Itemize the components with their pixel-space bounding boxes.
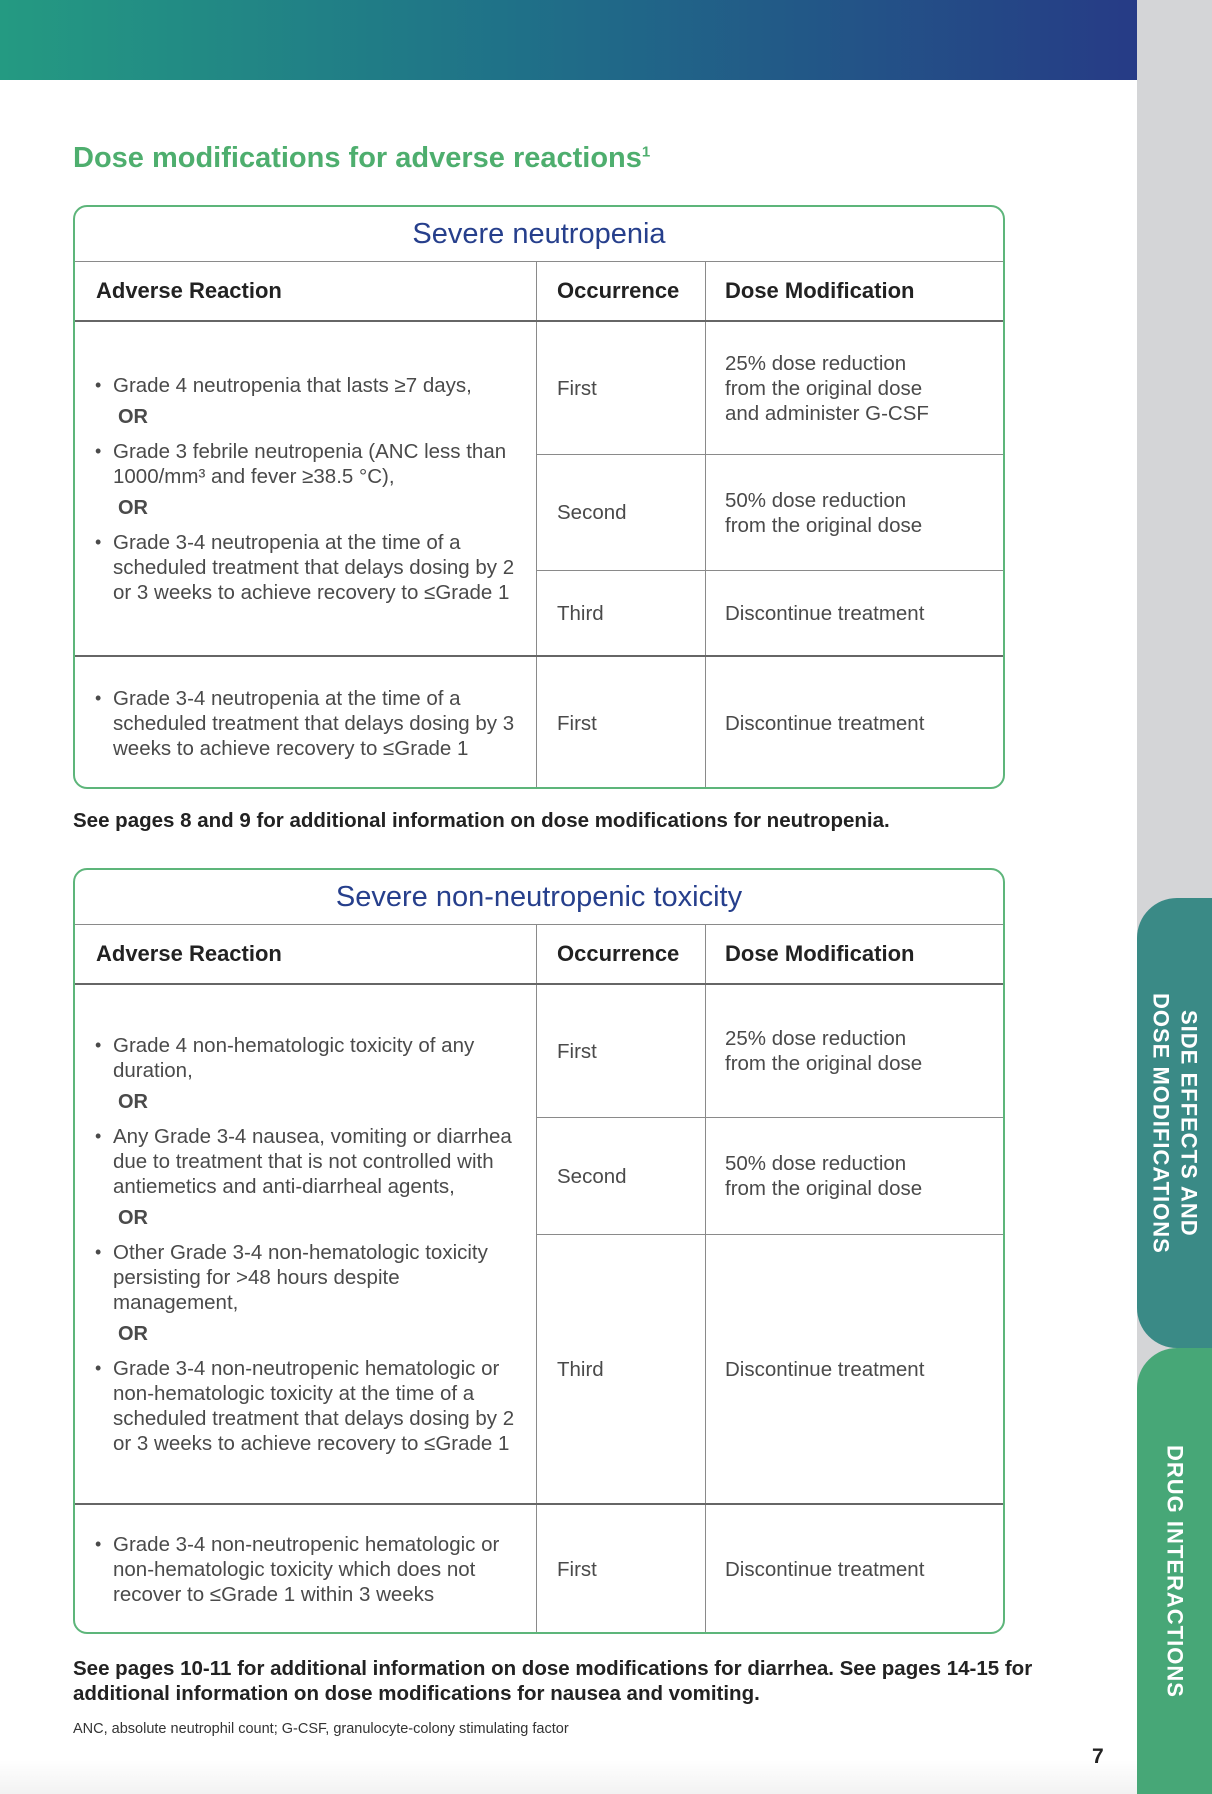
table-row xyxy=(537,571,1003,655)
header-adverse-reaction: Adverse Reaction xyxy=(75,262,537,320)
table-section xyxy=(75,1505,1003,1633)
diarrhea-nausea-note: See pages 10-11 for additional information on dose modifications for diarrhea. See pages 14-15 for additional information on dose modifications for nausea and vomiting. xyxy=(73,1657,1033,1705)
table-section xyxy=(75,657,1003,789)
header-occurrence: Occurrence xyxy=(537,262,706,320)
table-row xyxy=(537,1118,1003,1235)
dose-modification-cell: 50% dose reduction from the original dose xyxy=(725,1152,923,1200)
criteria-bullet: • Grade 3-4 non-neutropenic hematologic or non-hematologic toxicity at the time of a scheduled treatment that delays dosing by 2 or 3 weeks to achieve recovery to ≤Grade 1 xyxy=(93,1356,516,1456)
page-number: 7 xyxy=(1092,1745,1104,1768)
tab-side-effects[interactable] xyxy=(1137,898,1212,1348)
table-row xyxy=(537,1505,1003,1633)
non-neutropenic-table xyxy=(73,868,1005,1634)
criteria-bullet: • Grade 3-4 neutropenia at the time of a scheduled treatment that delays dosing by 2 or 3 weeks to achieve recovery to ≤Grade 1 xyxy=(93,530,516,605)
criteria-bullet: • Grade 4 neutropenia that lasts ≥7 days, xyxy=(93,373,516,398)
header-dose-modification: Dose Modification xyxy=(725,941,915,966)
occurrence-cell: Third xyxy=(537,571,706,655)
dose-modification-cell: Discontinue treatment xyxy=(725,712,925,735)
dose-modification-cell: Discontinue treatment xyxy=(725,601,925,625)
dose-modification-cell: 25% dose reduction from the original dose and administer G-CSF xyxy=(725,351,929,425)
table-section xyxy=(75,322,1003,657)
table-row xyxy=(537,985,1003,1118)
adverse-reaction-cell xyxy=(75,657,537,789)
or-separator: OR xyxy=(118,405,148,428)
criteria-bullet: • Grade 3-4 neutropenia at the time of a scheduled treatment that delays dosing by 3 weeks to achieve recovery to ≤Grade 1 xyxy=(93,686,516,761)
criteria-bullet: • Other Grade 3-4 non-hematologic toxicity persisting for >48 hours despite management, xyxy=(93,1240,516,1315)
header-banner xyxy=(0,0,1137,80)
header-dose-modification: Dose Modification xyxy=(725,278,915,303)
neutropenia-note: See pages 8 and 9 for additional information on dose modifications for neutropenia. xyxy=(73,809,890,832)
or-separator: OR xyxy=(118,1206,148,1229)
tab-drug-interactions-label: DRUG INTERACTIONS xyxy=(1162,1444,1188,1698)
header-adverse-reaction: Adverse Reaction xyxy=(75,925,537,983)
table-title: Severe neutropenia xyxy=(75,207,1003,262)
adverse-reaction-cell xyxy=(75,322,537,655)
table-row xyxy=(537,1235,1003,1503)
page-title: Dose modifications for adverse reactions$^1$ xyxy=(73,142,651,174)
or-separator: OR xyxy=(118,496,148,519)
occurrence-cell: Second xyxy=(537,1118,706,1234)
occurrence-cell: First xyxy=(537,985,706,1117)
tab-drug-interactions[interactable] xyxy=(1137,1348,1212,1794)
occurrence-cell: First xyxy=(537,322,706,454)
tab-side-effects-label: SIDE EFFECTS AND DOSE MODIFICATIONS xyxy=(1148,992,1202,1254)
adverse-reaction-cell xyxy=(75,985,537,1503)
criteria-bullet: • Grade 4 non-hematologic toxicity of any duration, xyxy=(93,1033,516,1083)
occurrence-cell: First xyxy=(537,657,706,789)
table-row xyxy=(537,657,1003,789)
table-title: Severe non-neutropenic toxicity xyxy=(75,870,1003,925)
table-section xyxy=(75,985,1003,1505)
occurrence-cell: Third xyxy=(537,1235,706,1503)
abbreviations-footnote: ANC, absolute neutrophil count; G-CSF, granulocyte-colony stimulating factor xyxy=(73,1721,569,1737)
title-footnote-ref: 1 xyxy=(641,143,651,161)
criteria-bullet: • Grade 3-4 non-neutropenic hematologic or non-hematologic toxicity which does not recover to ≤Grade 1 within 3 weeks xyxy=(93,1532,516,1607)
adverse-reaction-cell xyxy=(75,1505,537,1633)
dose-modification-cell: 25% dose reduction from the original dose xyxy=(725,1027,923,1075)
table-row xyxy=(537,322,1003,455)
table-header-row xyxy=(75,262,1003,322)
header-occurrence: Occurrence xyxy=(537,925,706,983)
bottom-shade xyxy=(0,1760,1137,1794)
table-header-row xyxy=(75,925,1003,985)
dose-modification-cell: Discontinue treatment xyxy=(725,1557,925,1581)
neutropenia-table xyxy=(73,205,1005,789)
dose-modification-cell: 50% dose reduction from the original dose xyxy=(725,488,923,537)
criteria-bullet: • Grade 3 febrile neutropenia (ANC less than 1000/mm³ and fever ≥38.5 °C), xyxy=(93,439,516,489)
table-row xyxy=(537,455,1003,571)
or-separator: OR xyxy=(118,1090,148,1113)
occurrence-cell: Second xyxy=(537,455,706,570)
dose-modification-cell: Discontinue treatment xyxy=(725,1357,925,1381)
occurrence-cell: First xyxy=(537,1505,706,1633)
criteria-bullet: • Any Grade 3-4 nausea, vomiting or diarrhea due to treatment that is not controlled with antiemetics and anti-diarrheal agents, xyxy=(93,1124,516,1199)
or-separator: OR xyxy=(118,1322,148,1345)
